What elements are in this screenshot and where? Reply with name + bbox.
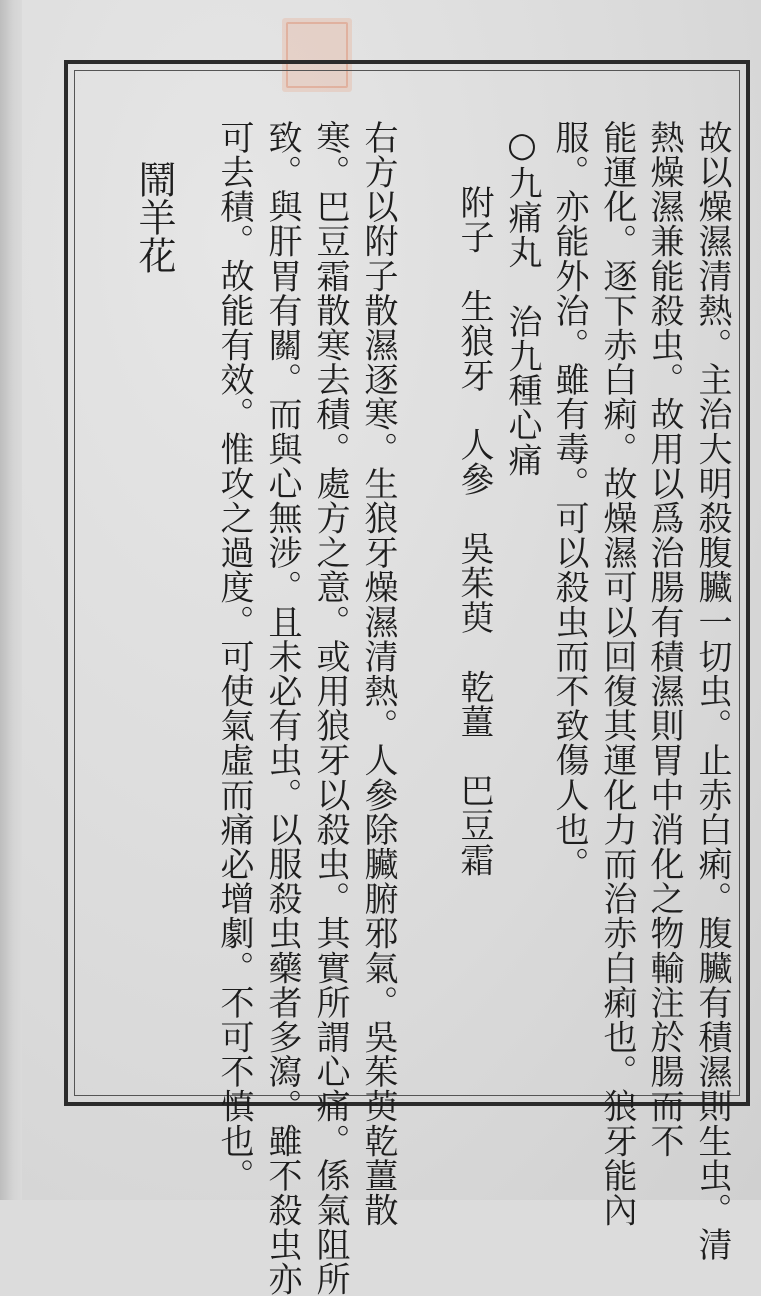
text-column-10: 可去積。故能有效。惟攻之過度。可使氣虛而痛必增劇。不可不慎也。 xyxy=(214,120,254,1193)
binding-edge xyxy=(0,0,22,1200)
ingredient-list: 附子 生狼牙 人參 吳茱萸 乾薑 巴豆霜 xyxy=(454,185,494,877)
text-column-9: 致。與肝胃有關。而與心無涉。且未必有虫。以服殺虫藥者多瀉。雖不殺虫亦 xyxy=(262,120,302,1296)
text-column-1: 故以燥濕清熱。主治大明殺腹臟一切虫。止赤白痢。腹臟有積濕則生虫。清 xyxy=(692,120,732,1262)
text-column-4: 服。亦能外治。雖有毒。可以殺虫而不致傷人也。 xyxy=(549,120,589,882)
formula-heading: ○九痛丸 治九種心痛 xyxy=(502,125,542,477)
text-column-7: 右方以附子散濕逐寒。生狼牙燥濕清熱。人參除臟腑邪氣。吳茱萸乾薑散 xyxy=(358,120,398,1228)
text-column-2: 熱燥濕兼能殺虫。故用以爲治腸有積濕則胃中消化之物輸注於腸而不 xyxy=(644,120,684,1158)
section-title: 鬧羊花 xyxy=(132,160,176,274)
text-column-3: 能運化。逐下赤白痢。故燥濕可以回復其運化力而治赤白痢也。狼牙能內 xyxy=(597,120,637,1228)
text-column-8: 寒。巴豆霜散寒去積。處方之意。或用狼牙以殺虫。其實所謂心痛。係氣阻所 xyxy=(310,120,350,1296)
